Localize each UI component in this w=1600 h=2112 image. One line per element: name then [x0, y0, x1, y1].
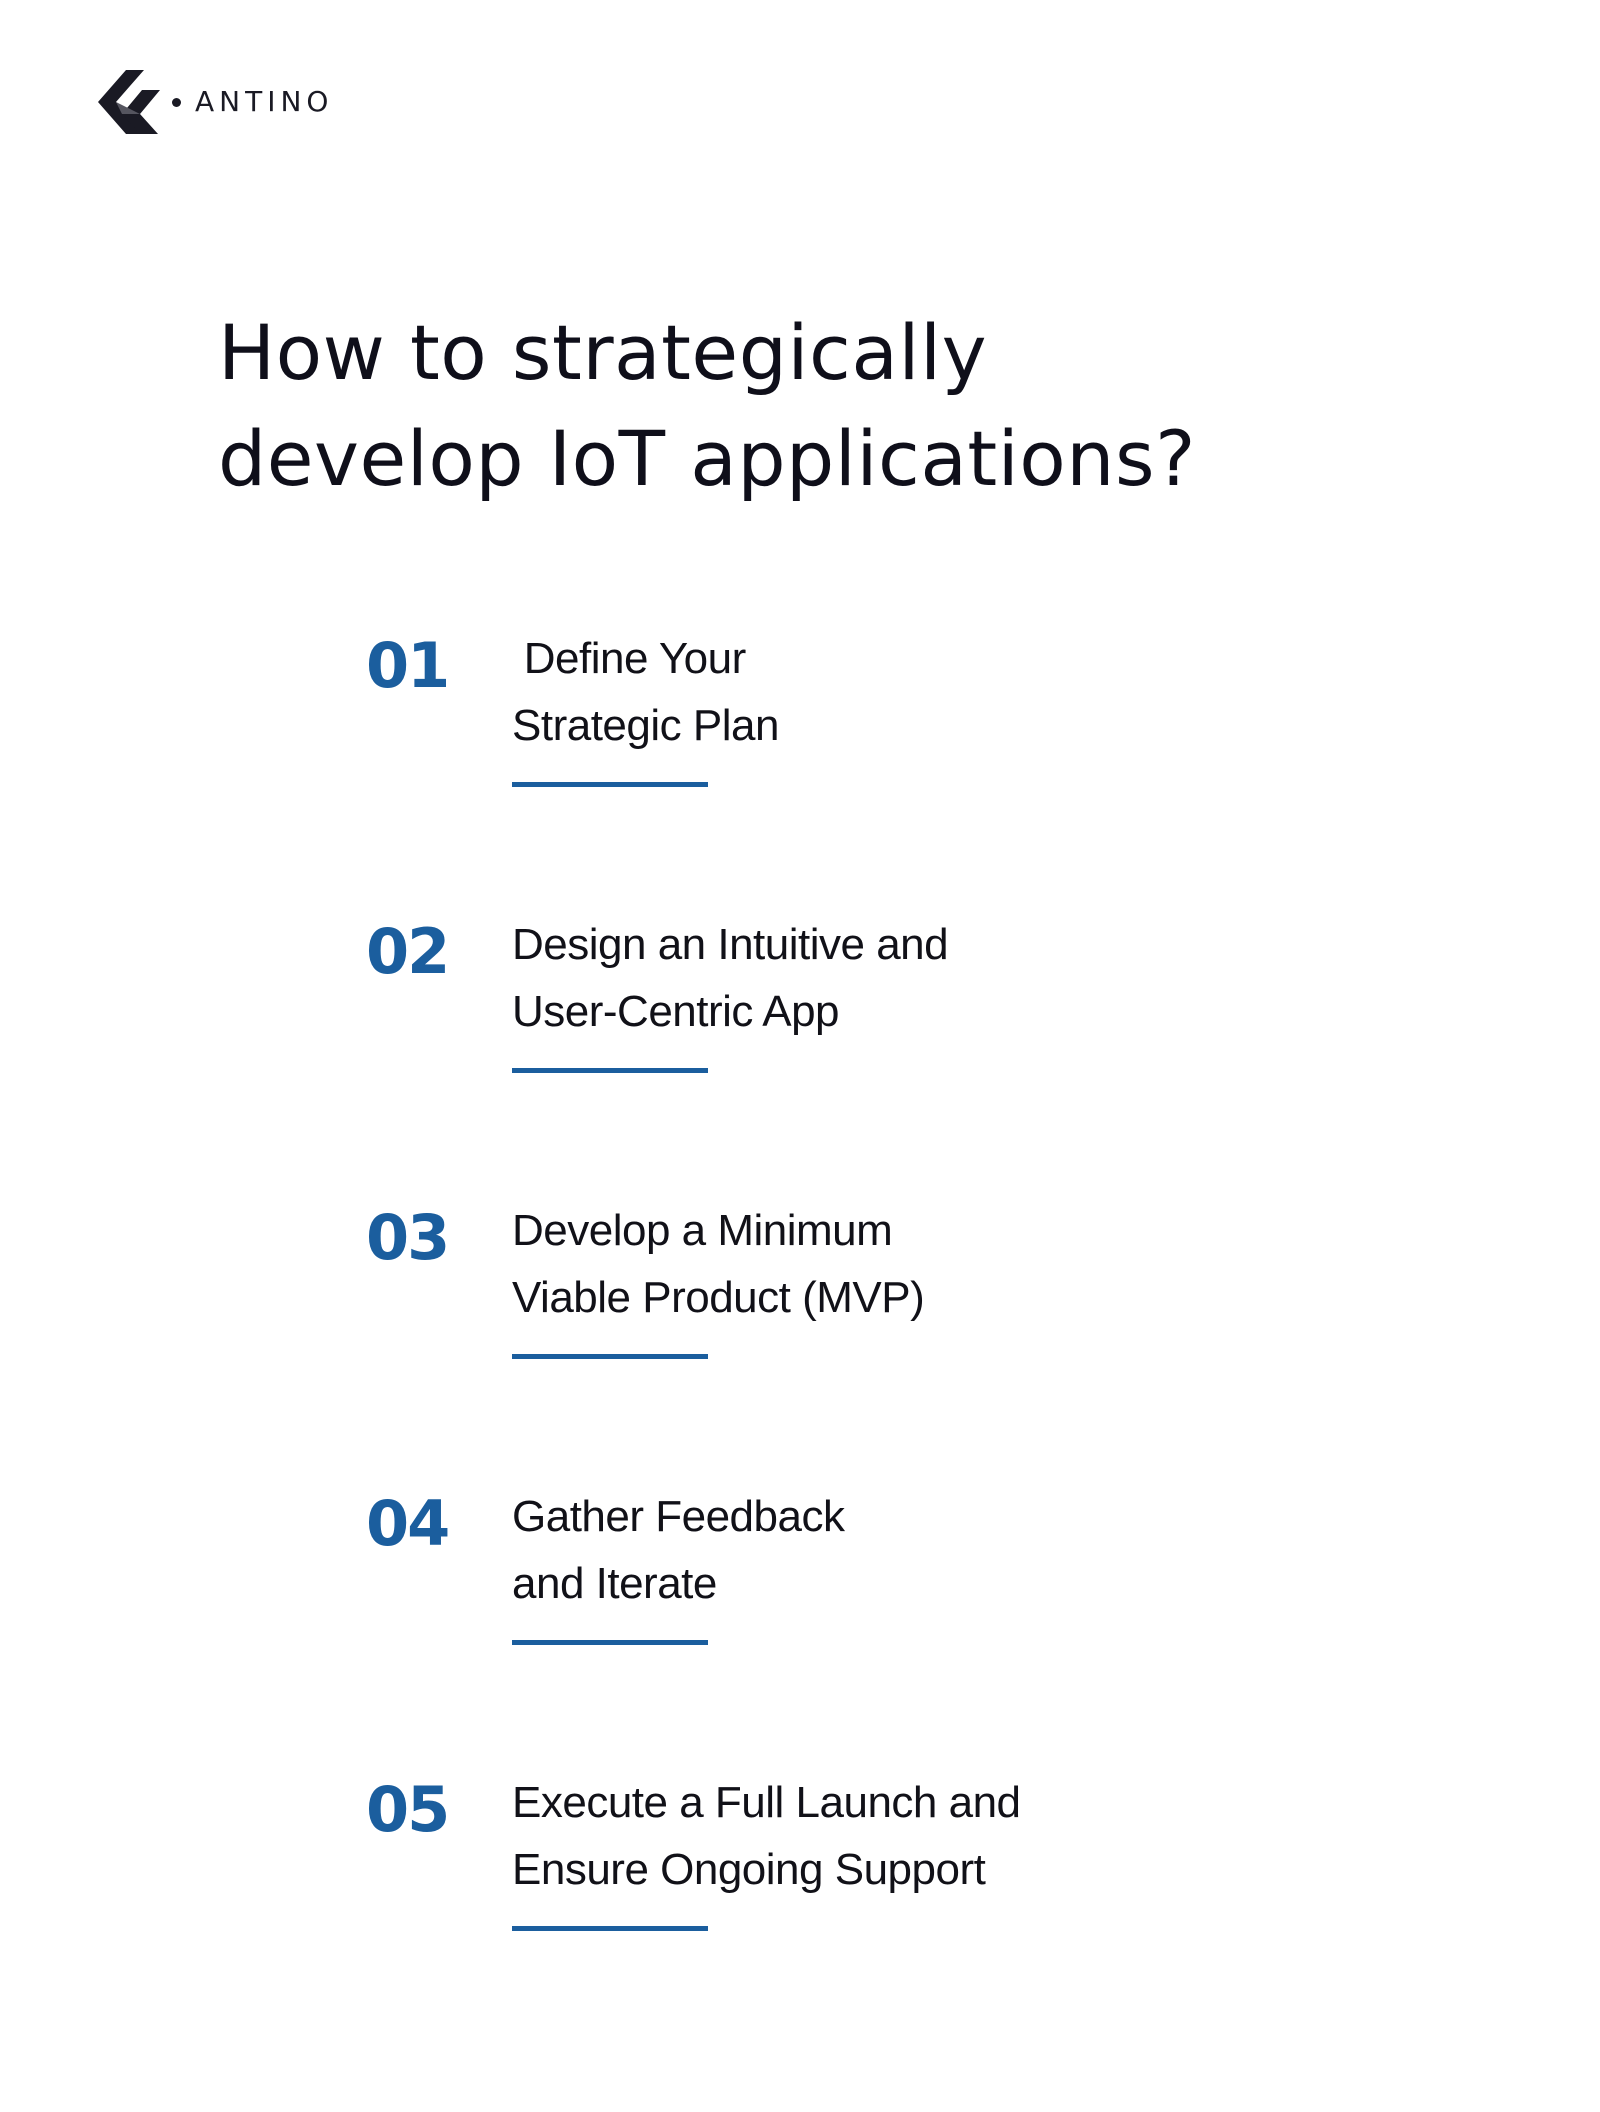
step-item-2 [366, 911, 1266, 1091]
page-title [218, 300, 1418, 512]
step-label-line-1: Gather Feedback [512, 1492, 845, 1541]
step-label [512, 1483, 844, 1617]
brand-name: ANTINO [195, 85, 334, 118]
step-number: 02 [366, 915, 449, 988]
step-label [512, 625, 779, 759]
page-title-line-1: How to strategically [218, 308, 988, 397]
step-label-line-2: Ensure Ongoing Support [512, 1845, 986, 1894]
step-label-line-1: Define Your [512, 634, 746, 683]
step-item-1 [366, 625, 1266, 805]
step-label [512, 1197, 924, 1331]
step-label [512, 1769, 1021, 1903]
logo-separator-dot [172, 98, 181, 107]
step-divider [512, 782, 708, 787]
step-label-line-1: Execute a Full Launch and [512, 1778, 1021, 1827]
step-item-5 [366, 1769, 1266, 1949]
step-label-line-1: Develop a Minimum [512, 1206, 893, 1255]
step-number: 01 [366, 629, 449, 702]
antino-logo-icon [98, 70, 160, 134]
step-label-line-2: User-Centric App [512, 987, 840, 1036]
step-number: 04 [366, 1487, 449, 1560]
step-label-line-1: Design an Intuitive and [512, 920, 949, 969]
step-label [512, 911, 948, 1045]
step-number: 03 [366, 1201, 449, 1274]
step-divider [512, 1068, 708, 1073]
step-item-4 [366, 1483, 1266, 1663]
page-title-line-2: develop IoT applications? [218, 414, 1196, 503]
step-number: 05 [366, 1773, 449, 1846]
step-divider [512, 1640, 708, 1645]
step-label-line-2: Viable Product (MVP) [512, 1273, 925, 1322]
step-item-3 [366, 1197, 1266, 1377]
step-divider [512, 1354, 708, 1359]
step-label-line-2: and Iterate [512, 1559, 717, 1608]
step-label-line-2: Strategic Plan [512, 701, 779, 750]
step-divider [512, 1926, 708, 1931]
brand-logo [98, 70, 333, 134]
